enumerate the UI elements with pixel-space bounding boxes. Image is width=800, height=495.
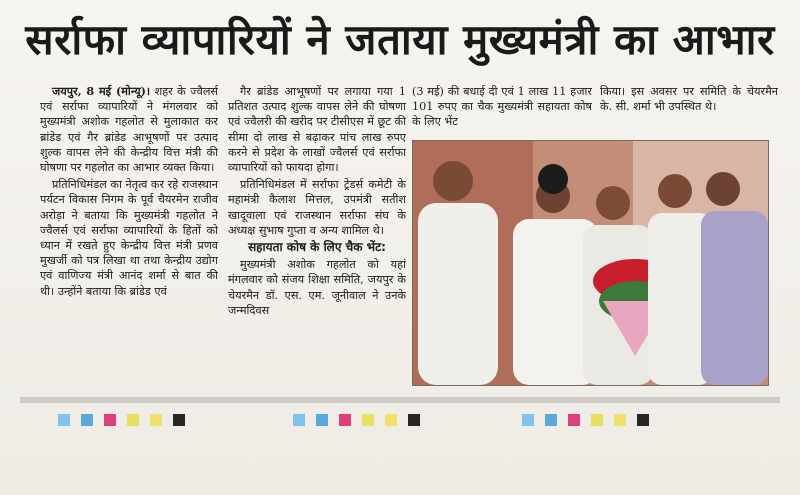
article-column-1 — [40, 84, 218, 384]
news-photo — [412, 140, 769, 386]
registration-swatch — [104, 414, 116, 426]
article-column-3 — [412, 84, 592, 128]
divider-stripe — [20, 397, 780, 403]
registration-swatch — [408, 414, 420, 426]
registration-swatch — [58, 414, 70, 426]
registration-swatch — [127, 414, 139, 426]
paragraph: प्रतिनिधिमंडल में सर्राफा ट्रेडर्स कमेटी के महामंत्री कैलाश मित्तल, उपमंत्री सतीश खादूवाला एवं राजस्थान सर्राफा संघ के अध्यक्ष सुभाष गुप्ता व अन्य शामिल थे। — [228, 178, 406, 237]
paragraph: गैर ब्रांडेड आभूषणों पर लगाया गया 1 प्रतिशत उत्पाद शुल्क वापस लेने की घोषणा एवं ज्वैलरी की खरीद पर टीसीएस में छूट की सीमा दो लाख से बढ़ाकर पांच लाख रुपए करने से प्रदेश के लाखों ज्वैलर्स एवं सर्राफा व्यापारियों को फायदा होगा। — [228, 85, 406, 175]
color-registration-marks — [522, 414, 649, 426]
registration-swatch — [293, 414, 305, 426]
color-registration-marks — [58, 414, 185, 426]
registration-swatch — [385, 414, 397, 426]
article-column-4 — [600, 84, 778, 144]
paragraph: (3 मई) की बधाई दी एवं 1 लाख 11 हजार 101 रुपए का चैक मुख्यमंत्री सहायता कोष के लिए भेंट — [412, 85, 592, 128]
color-registration-marks — [293, 414, 420, 426]
headline: सर्राफा व्यापारियों ने जताया मुख्यमंत्री का आभार — [25, 15, 775, 64]
registration-swatch — [545, 414, 557, 426]
registration-swatch — [591, 414, 603, 426]
registration-swatch — [522, 414, 534, 426]
registration-swatch — [316, 414, 328, 426]
registration-swatch — [150, 414, 162, 426]
registration-swatch — [362, 414, 374, 426]
registration-swatch — [614, 414, 626, 426]
photo-illustration — [413, 141, 768, 385]
registration-swatch — [81, 414, 93, 426]
article-column-2 — [228, 84, 406, 384]
subheading: सहायता कोष के लिए चैक भेंट: — [248, 240, 386, 255]
paragraph — [40, 84, 218, 175]
paragraph: प्रतिनिधिमंडल का नेतृत्व कर रहे राजस्थान पर्यटन विकास निगम के पूर्व चैयरमेन राजीव अरोड़ा ने बताया कि मुख्यमंत्री गहलोत ने ज्वैलर्स एवं सर्राफा व्यापारियों के हितों को ध्यान में रखते हुए केन्द्रीय वित्त मंत्री प्रणव मुखर्जी को पत्र लिखा था तथा केन्द्रीय उद्योग एवं वाणिज्य मंत्री आनंद शर्मा से बात की थी। उन्होंने बताया कि ब्रांडेड एवं — [40, 178, 218, 298]
paragraph: किया। इस अवसर पर समिति के चेयरमैन के. सी. शर्मा भी उपस्थित थे। — [600, 85, 778, 114]
paragraph: मुख्यमंत्री अशोक गहलोत को यहां मंगलवार को संजय शिक्षा समिति, जयपुर के चेयरमैन डॉ. एस. एम. जूनीवाल ने उनके जन्मदिवस — [228, 258, 406, 317]
registration-swatch — [637, 414, 649, 426]
registration-swatch — [339, 414, 351, 426]
paragraph-text: शहर के ज्वैलर्स एवं सर्राफा व्यापारियों ने मंगलवार को मुख्यमंत्री अशोक गहलोत से मुलाकात कर ब्रांडेड एवं गैर ब्रांडेड आभूषणों पर उत्पाद शुल्क वापस लेने की केन्द्रीय वित्त मंत्री की घोषणा पर गहलोत का आभार व्यक्त किया। — [40, 85, 218, 175]
registration-swatch — [173, 414, 185, 426]
dateline: जयपुर, 8 मई (मोन्यू)। — [52, 84, 151, 98]
registration-swatch — [568, 414, 580, 426]
